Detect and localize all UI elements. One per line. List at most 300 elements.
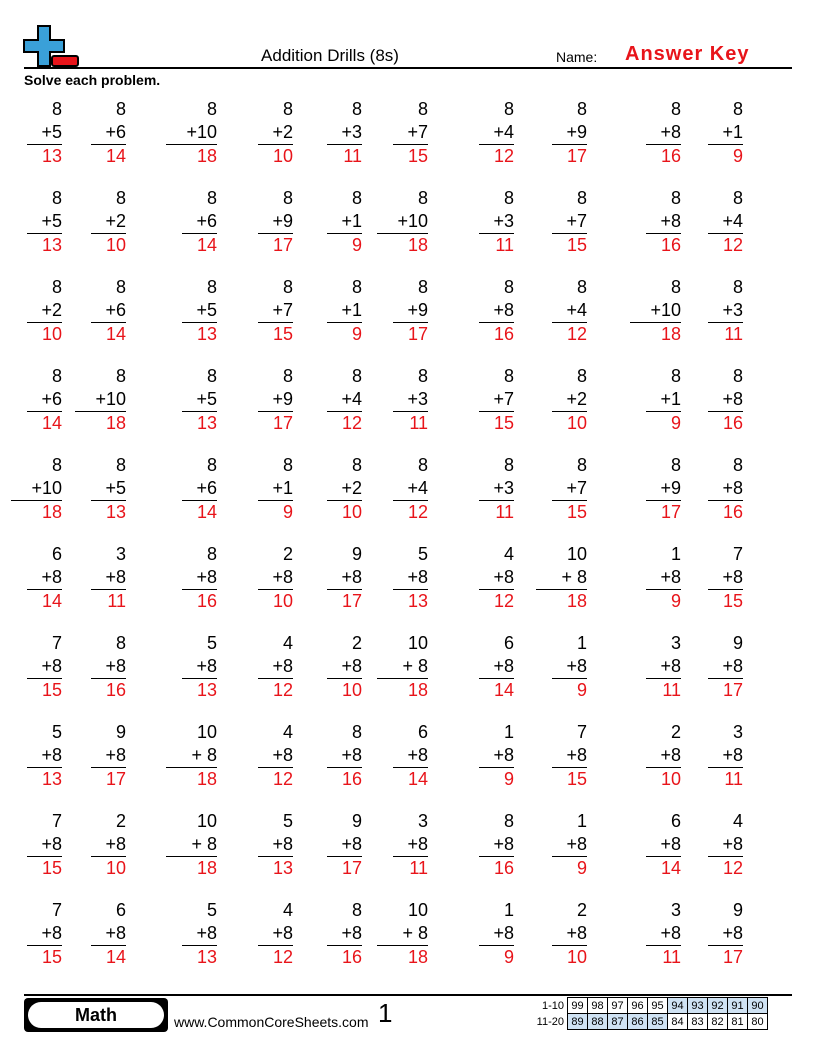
problem-answer: 14 bbox=[105, 146, 126, 166]
addition-problem bbox=[252, 721, 293, 791]
addition-problem bbox=[546, 632, 587, 702]
problem-addend: +4 bbox=[341, 389, 362, 409]
addition-problem bbox=[702, 543, 743, 613]
problem-answer: 15 bbox=[41, 947, 62, 967]
problem-answer: 15 bbox=[407, 146, 428, 166]
addition-problem bbox=[252, 187, 293, 257]
addition-problem bbox=[321, 899, 362, 969]
addition-problem bbox=[702, 632, 743, 702]
addition-problem bbox=[21, 899, 62, 969]
problem-top-number: 8 bbox=[115, 188, 126, 208]
problem-top-number: 4 bbox=[732, 811, 743, 831]
problem-top-number: 8 bbox=[206, 188, 217, 208]
addition-problem bbox=[371, 632, 428, 702]
problem-grid bbox=[0, 98, 816, 978]
problem-addend: +2 bbox=[272, 122, 293, 142]
problem-top-number: 8 bbox=[670, 455, 681, 475]
addition-problem bbox=[473, 810, 514, 880]
problem-answer: 12 bbox=[272, 680, 293, 700]
problem-top-number: 1 bbox=[576, 811, 587, 831]
problem-addend: +8 bbox=[566, 656, 587, 676]
problem-answer: 16 bbox=[493, 324, 514, 344]
problem-addend: +1 bbox=[341, 300, 362, 320]
problem-answer: 12 bbox=[407, 502, 428, 522]
problem-addend: +1 bbox=[722, 122, 743, 142]
score-cell: 96 bbox=[628, 998, 648, 1014]
addition-problem bbox=[85, 810, 126, 880]
addition-problem bbox=[85, 276, 126, 346]
problem-addend: +8 bbox=[722, 745, 743, 765]
name-label: Name: bbox=[556, 49, 598, 65]
problem-answer: 14 bbox=[196, 502, 217, 522]
score-cell: 95 bbox=[648, 998, 668, 1014]
problem-answer: 15 bbox=[722, 591, 743, 611]
addition-problem bbox=[85, 454, 126, 524]
problem-addend: +8 bbox=[41, 745, 62, 765]
problem-answer: 16 bbox=[196, 591, 217, 611]
addition-problem bbox=[702, 98, 743, 168]
problem-answer: 9 bbox=[351, 324, 362, 344]
problem-answer: 10 bbox=[105, 858, 126, 878]
problem-answer: 11 bbox=[409, 413, 428, 433]
addition-problem bbox=[21, 98, 62, 168]
problem-answer: 9 bbox=[670, 413, 681, 433]
problem-addend: +8 bbox=[660, 656, 681, 676]
problem-answer: 17 bbox=[660, 502, 681, 522]
addition-problem bbox=[85, 98, 126, 168]
addition-problem bbox=[546, 899, 587, 969]
score-table bbox=[528, 997, 768, 1030]
problem-addend: +3 bbox=[493, 478, 514, 498]
problem-top-number: 8 bbox=[51, 455, 62, 475]
problem-answer: 12 bbox=[493, 146, 514, 166]
problem-top-number: 8 bbox=[576, 366, 587, 386]
problem-answer: 15 bbox=[566, 235, 587, 255]
addition-problem bbox=[702, 810, 743, 880]
score-cell: 83 bbox=[688, 1014, 708, 1030]
problem-top-number: 8 bbox=[417, 277, 428, 297]
problem-addend: +8 bbox=[493, 923, 514, 943]
addition-problem bbox=[321, 187, 362, 257]
problem-addend: +10 bbox=[186, 122, 217, 142]
problem-answer: 17 bbox=[341, 591, 362, 611]
problem-addend: +8 bbox=[660, 923, 681, 943]
problem-top-number: 10 bbox=[407, 633, 428, 653]
addition-problem bbox=[85, 899, 126, 969]
addition-problem bbox=[252, 276, 293, 346]
problem-answer: 16 bbox=[341, 769, 362, 789]
problem-addend: +6 bbox=[105, 122, 126, 142]
addition-problem bbox=[387, 365, 428, 435]
addition-problem bbox=[473, 98, 514, 168]
problem-answer: 9 bbox=[503, 947, 514, 967]
addition-problem bbox=[176, 543, 217, 613]
problem-top-number: 2 bbox=[670, 722, 681, 742]
problem-answer: 15 bbox=[272, 324, 293, 344]
problem-addend: +8 bbox=[272, 567, 293, 587]
problem-top-number: 8 bbox=[351, 99, 362, 119]
problem-addend: +8 bbox=[341, 923, 362, 943]
problem-addend: +8 bbox=[196, 567, 217, 587]
header-divider bbox=[24, 67, 792, 69]
addition-problem bbox=[546, 810, 587, 880]
subject-label: Math bbox=[28, 1002, 164, 1028]
problem-answer: 18 bbox=[196, 769, 217, 789]
problem-top-number: 8 bbox=[282, 277, 293, 297]
problem-answer: 9 bbox=[576, 858, 587, 878]
problem-addend: +8 bbox=[105, 834, 126, 854]
problem-answer: 18 bbox=[566, 591, 587, 611]
problem-top-number: 8 bbox=[351, 722, 362, 742]
problem-top-number: 6 bbox=[51, 544, 62, 564]
problem-top-number: 8 bbox=[503, 455, 514, 475]
problem-addend: +3 bbox=[341, 122, 362, 142]
score-cell: 81 bbox=[728, 1014, 748, 1030]
problem-addend: +9 bbox=[660, 478, 681, 498]
problem-top-number: 10 bbox=[196, 722, 217, 742]
problem-addend: +10 bbox=[95, 389, 126, 409]
score-cell: 97 bbox=[608, 998, 628, 1014]
problem-addend: +8 bbox=[105, 923, 126, 943]
page-number: 1 bbox=[378, 998, 393, 1028]
problem-answer: 13 bbox=[196, 947, 217, 967]
problem-addend: +8 bbox=[41, 656, 62, 676]
instructions: Solve each problem. bbox=[24, 72, 161, 88]
problem-addend: +8 bbox=[722, 834, 743, 854]
problem-top-number: 8 bbox=[206, 366, 217, 386]
problem-top-number: 10 bbox=[566, 544, 587, 564]
addition-problem bbox=[640, 98, 681, 168]
addition-problem bbox=[21, 632, 62, 702]
addition-problem bbox=[21, 187, 62, 257]
addition-problem bbox=[640, 810, 681, 880]
score-cell: 85 bbox=[648, 1014, 668, 1030]
problem-top-number: 8 bbox=[417, 366, 428, 386]
addition-problem bbox=[640, 454, 681, 524]
addition-problem bbox=[321, 365, 362, 435]
addition-problem bbox=[473, 454, 514, 524]
problem-top-number: 8 bbox=[417, 455, 428, 475]
addition-problem bbox=[640, 721, 681, 791]
problem-answer: 14 bbox=[41, 413, 62, 433]
problem-answer: 14 bbox=[105, 947, 126, 967]
problem-top-number: 8 bbox=[206, 455, 217, 475]
problem-top-number: 3 bbox=[115, 544, 126, 564]
problem-addend: +6 bbox=[196, 478, 217, 498]
problem-top-number: 8 bbox=[576, 455, 587, 475]
problem-addend: +10 bbox=[397, 211, 428, 231]
problem-answer: 16 bbox=[660, 235, 681, 255]
problem-answer: 13 bbox=[41, 146, 62, 166]
problem-top-number: 8 bbox=[503, 188, 514, 208]
addition-problem bbox=[473, 187, 514, 257]
problem-answer: 14 bbox=[41, 591, 62, 611]
addition-problem bbox=[473, 899, 514, 969]
problem-answer: 13 bbox=[196, 680, 217, 700]
problem-top-number: 8 bbox=[351, 366, 362, 386]
problem-answer: 16 bbox=[722, 502, 743, 522]
problem-top-number: 8 bbox=[51, 277, 62, 297]
addition-problem bbox=[85, 632, 126, 702]
problem-top-number: 8 bbox=[115, 277, 126, 297]
problem-addend: +3 bbox=[722, 300, 743, 320]
problem-top-number: 3 bbox=[732, 722, 743, 742]
addition-problem bbox=[160, 810, 217, 880]
problem-answer: 12 bbox=[566, 324, 587, 344]
addition-problem bbox=[21, 721, 62, 791]
score-row bbox=[528, 998, 768, 1014]
problem-answer: 13 bbox=[105, 502, 126, 522]
problem-addend: +8 bbox=[493, 300, 514, 320]
problem-top-number: 7 bbox=[576, 722, 587, 742]
addition-problem bbox=[160, 98, 217, 168]
problem-answer: 16 bbox=[341, 947, 362, 967]
score-cell: 91 bbox=[728, 998, 748, 1014]
addition-problem bbox=[21, 276, 62, 346]
problem-answer: 18 bbox=[407, 680, 428, 700]
addition-problem bbox=[702, 454, 743, 524]
problem-answer: 18 bbox=[407, 947, 428, 967]
problem-addend: +8 bbox=[105, 745, 126, 765]
problem-answer: 10 bbox=[566, 947, 587, 967]
problem-answer: 14 bbox=[660, 858, 681, 878]
problem-answer: 10 bbox=[341, 502, 362, 522]
addition-problem bbox=[546, 276, 587, 346]
addition-problem bbox=[546, 187, 587, 257]
problem-answer: 10 bbox=[660, 769, 681, 789]
addition-problem bbox=[321, 632, 362, 702]
addition-problem bbox=[176, 365, 217, 435]
problem-top-number: 8 bbox=[282, 188, 293, 208]
problem-answer: 10 bbox=[272, 591, 293, 611]
addition-problem bbox=[702, 187, 743, 257]
problem-answer: 11 bbox=[409, 858, 428, 878]
problem-addend: +5 bbox=[105, 478, 126, 498]
problem-top-number: 5 bbox=[51, 722, 62, 742]
problem-top-number: 5 bbox=[282, 811, 293, 831]
addition-problem bbox=[252, 899, 293, 969]
problem-addend: +8 bbox=[660, 567, 681, 587]
score-cell: 87 bbox=[608, 1014, 628, 1030]
problem-answer: 13 bbox=[196, 413, 217, 433]
addition-problem bbox=[624, 276, 681, 346]
addition-problem bbox=[252, 543, 293, 613]
addition-problem bbox=[702, 899, 743, 969]
score-cell: 86 bbox=[628, 1014, 648, 1030]
problem-addend: +5 bbox=[41, 122, 62, 142]
problem-addend: +8 bbox=[660, 834, 681, 854]
problem-top-number: 3 bbox=[670, 633, 681, 653]
problem-top-number: 8 bbox=[670, 99, 681, 119]
problem-top-number: 8 bbox=[282, 455, 293, 475]
score-cell: 93 bbox=[688, 998, 708, 1014]
problem-addend: +8 bbox=[341, 567, 362, 587]
addition-problem bbox=[321, 454, 362, 524]
answer-key-label: Answer Key bbox=[625, 43, 750, 65]
problem-answer: 11 bbox=[495, 502, 514, 522]
problem-answer: 15 bbox=[566, 769, 587, 789]
problem-addend: +4 bbox=[566, 300, 587, 320]
problem-addend: + 8 bbox=[402, 923, 428, 943]
problem-answer: 18 bbox=[196, 146, 217, 166]
problem-top-number: 8 bbox=[576, 277, 587, 297]
score-cell: 80 bbox=[748, 1014, 768, 1030]
addition-problem bbox=[176, 187, 217, 257]
problem-addend: +10 bbox=[31, 478, 62, 498]
problem-top-number: 8 bbox=[351, 277, 362, 297]
score-row bbox=[528, 1014, 768, 1030]
addition-problem bbox=[252, 810, 293, 880]
problem-addend: +8 bbox=[41, 834, 62, 854]
score-cell: 89 bbox=[568, 1014, 588, 1030]
score-cell: 99 bbox=[568, 998, 588, 1014]
score-cell: 90 bbox=[748, 998, 768, 1014]
addition-problem bbox=[321, 721, 362, 791]
problem-addend: +8 bbox=[722, 478, 743, 498]
problem-top-number: 8 bbox=[51, 366, 62, 386]
problem-top-number: 9 bbox=[115, 722, 126, 742]
problem-answer: 9 bbox=[503, 769, 514, 789]
problem-addend: +10 bbox=[650, 300, 681, 320]
problem-addend: +9 bbox=[407, 300, 428, 320]
problem-top-number: 8 bbox=[670, 277, 681, 297]
addition-problem bbox=[252, 632, 293, 702]
problem-addend: +8 bbox=[722, 923, 743, 943]
addition-problem bbox=[85, 721, 126, 791]
problem-answer: 9 bbox=[732, 146, 743, 166]
problem-answer: 12 bbox=[341, 413, 362, 433]
problem-top-number: 2 bbox=[351, 633, 362, 653]
problem-top-number: 8 bbox=[503, 277, 514, 297]
plus-minus-logo-icon bbox=[22, 24, 82, 72]
problem-addend: + 8 bbox=[191, 834, 217, 854]
addition-problem bbox=[702, 276, 743, 346]
score-cell: 88 bbox=[588, 1014, 608, 1030]
addition-problem bbox=[176, 632, 217, 702]
problem-answer: 18 bbox=[407, 235, 428, 255]
score-cell: 94 bbox=[668, 998, 688, 1014]
problem-addend: +9 bbox=[566, 122, 587, 142]
addition-problem bbox=[85, 187, 126, 257]
problem-addend: +1 bbox=[272, 478, 293, 498]
problem-addend: +8 bbox=[105, 656, 126, 676]
problem-top-number: 8 bbox=[417, 188, 428, 208]
problem-answer: 17 bbox=[272, 413, 293, 433]
addition-problem bbox=[640, 187, 681, 257]
problem-top-number: 1 bbox=[503, 722, 514, 742]
addition-problem bbox=[640, 899, 681, 969]
addition-problem bbox=[473, 632, 514, 702]
addition-problem bbox=[176, 276, 217, 346]
problem-answer: 15 bbox=[493, 413, 514, 433]
problem-addend: +8 bbox=[272, 834, 293, 854]
problem-top-number: 10 bbox=[196, 811, 217, 831]
problem-answer: 9 bbox=[282, 502, 293, 522]
problem-answer: 11 bbox=[107, 591, 126, 611]
addition-problem bbox=[473, 365, 514, 435]
addition-problem bbox=[21, 365, 62, 435]
problem-top-number: 8 bbox=[670, 188, 681, 208]
problem-answer: 17 bbox=[407, 324, 428, 344]
problem-top-number: 8 bbox=[206, 277, 217, 297]
problem-addend: +8 bbox=[493, 745, 514, 765]
addition-problem bbox=[473, 721, 514, 791]
problem-answer: 18 bbox=[196, 858, 217, 878]
problem-answer: 13 bbox=[196, 324, 217, 344]
problem-answer: 15 bbox=[41, 680, 62, 700]
problem-answer: 16 bbox=[660, 146, 681, 166]
problem-top-number: 8 bbox=[732, 366, 743, 386]
addition-problem bbox=[371, 899, 428, 969]
problem-answer: 17 bbox=[722, 947, 743, 967]
addition-problem bbox=[387, 454, 428, 524]
problem-answer: 18 bbox=[41, 502, 62, 522]
addition-problem bbox=[640, 543, 681, 613]
problem-addend: +8 bbox=[407, 567, 428, 587]
addition-problem bbox=[387, 543, 428, 613]
problem-addend: +7 bbox=[272, 300, 293, 320]
addition-problem bbox=[176, 899, 217, 969]
problem-addend: +8 bbox=[196, 923, 217, 943]
addition-problem bbox=[176, 454, 217, 524]
addition-problem bbox=[5, 454, 62, 524]
problem-answer: 13 bbox=[41, 235, 62, 255]
problem-answer: 18 bbox=[660, 324, 681, 344]
problem-addend: +8 bbox=[722, 389, 743, 409]
problem-answer: 10 bbox=[566, 413, 587, 433]
problem-top-number: 8 bbox=[351, 900, 362, 920]
problem-answer: 14 bbox=[196, 235, 217, 255]
problem-addend: +8 bbox=[407, 834, 428, 854]
problem-addend: +6 bbox=[196, 211, 217, 231]
problem-top-number: 8 bbox=[206, 99, 217, 119]
problem-addend: +8 bbox=[493, 567, 514, 587]
problem-top-number: 8 bbox=[206, 544, 217, 564]
problem-addend: +2 bbox=[41, 300, 62, 320]
problem-top-number: 8 bbox=[732, 455, 743, 475]
problem-answer: 17 bbox=[722, 680, 743, 700]
problem-answer: 17 bbox=[272, 235, 293, 255]
problem-top-number: 8 bbox=[576, 99, 587, 119]
problem-addend: + 8 bbox=[561, 567, 587, 587]
problem-top-number: 4 bbox=[503, 544, 514, 564]
problem-top-number: 10 bbox=[407, 900, 428, 920]
problem-top-number: 8 bbox=[351, 455, 362, 475]
problem-answer: 9 bbox=[576, 680, 587, 700]
addition-problem bbox=[21, 543, 62, 613]
problem-addend: +3 bbox=[493, 211, 514, 231]
addition-problem bbox=[473, 543, 514, 613]
problem-top-number: 5 bbox=[206, 633, 217, 653]
problem-top-number: 8 bbox=[282, 366, 293, 386]
problem-addend: +2 bbox=[341, 478, 362, 498]
problem-top-number: 8 bbox=[732, 99, 743, 119]
problem-addend: +1 bbox=[341, 211, 362, 231]
problem-top-number: 8 bbox=[503, 99, 514, 119]
problem-answer: 17 bbox=[341, 858, 362, 878]
problem-top-number: 8 bbox=[51, 188, 62, 208]
problem-addend: +8 bbox=[105, 567, 126, 587]
problem-addend: +8 bbox=[660, 745, 681, 765]
problem-top-number: 4 bbox=[282, 722, 293, 742]
problem-addend: +8 bbox=[341, 745, 362, 765]
problem-addend: +8 bbox=[41, 567, 62, 587]
addition-problem bbox=[21, 810, 62, 880]
score-cell: 92 bbox=[708, 998, 728, 1014]
website-link[interactable]: www.CommonCoreSheets.com bbox=[174, 1014, 369, 1030]
problem-answer: 14 bbox=[407, 769, 428, 789]
problem-answer: 10 bbox=[41, 324, 62, 344]
